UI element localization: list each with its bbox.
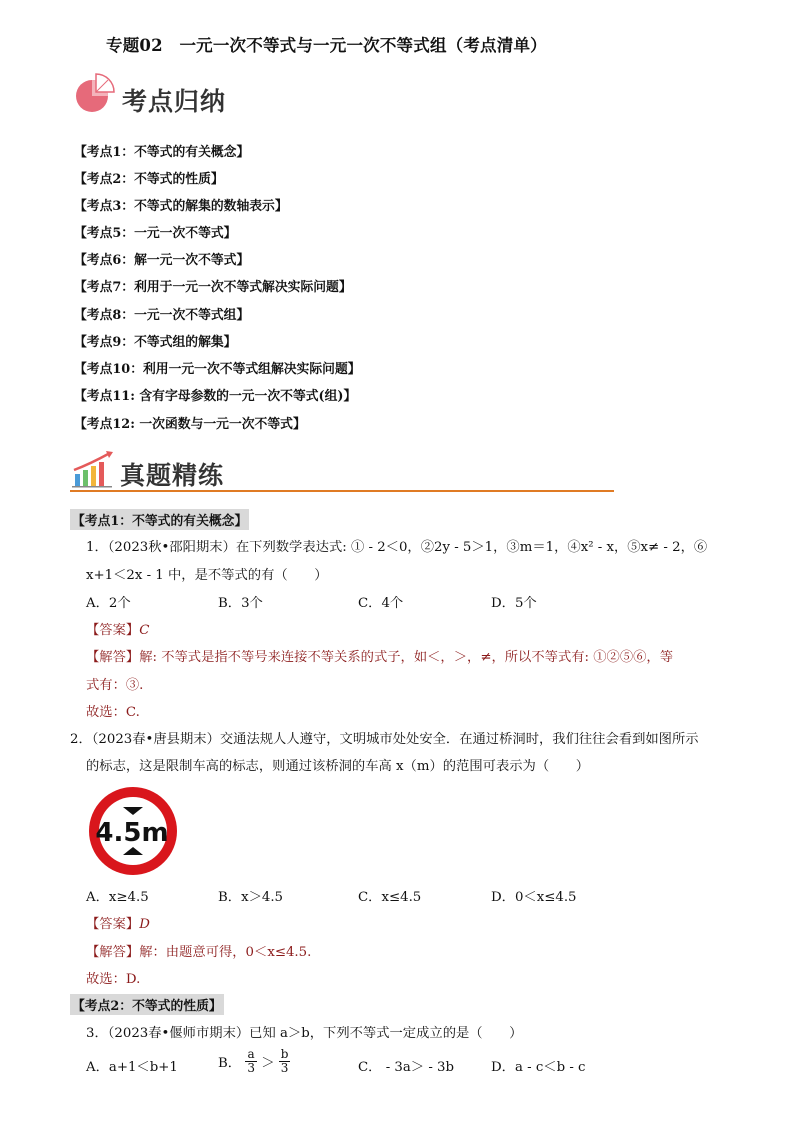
option-b bbox=[218, 1048, 290, 1075]
trend-chart-icon bbox=[72, 448, 118, 488]
kaodian-item: 【考点9：不等式组的解集】 bbox=[74, 335, 237, 350]
kaodian-item: 【考点5：一元一次不等式】 bbox=[74, 226, 237, 241]
choose-line: 故选：C. bbox=[86, 705, 140, 720]
pie-chart-icon bbox=[74, 70, 116, 116]
question-2-line1: 2．（2023春•唐县期末）交通法规人人遵守，文明城市处处安全．在通过桥洞时，我们往往会看到如图所示 bbox=[70, 732, 699, 747]
explanation-text: 解：由题意可得，0＜x≤4.5. bbox=[139, 945, 312, 960]
question-3-line1: 3．（2023春•偃师市期末）已知 a＞b，下列不等式一定成立的是（ ） bbox=[86, 1026, 523, 1041]
kaodian-item: 【考点1：不等式的有关概念】 bbox=[74, 145, 250, 160]
kaodian-item: 【考点6：解一元一次不等式】 bbox=[74, 253, 250, 268]
fraction bbox=[245, 1048, 257, 1075]
explanation-line bbox=[86, 646, 673, 665]
option-a: A．a+1＜b+1 bbox=[86, 1060, 178, 1075]
option-d: D．a - c＜b - c bbox=[491, 1060, 586, 1075]
fraction-numerator: b bbox=[280, 1047, 289, 1061]
question-1-line1: 1．（2023秋•邵阳期末）在下列数学表达式: ① - 2＜0，②2y - 5＞1，③m＝1，④x² - x，⑤x≠ - 2，⑥ bbox=[86, 540, 708, 555]
kaodian-item: 【考点2：不等式的性质】 bbox=[74, 172, 224, 187]
explanation-label: 【解答】 bbox=[86, 650, 140, 665]
answer-line bbox=[86, 913, 150, 932]
relation-sign: ＞ bbox=[261, 1056, 275, 1071]
answer-value: D bbox=[139, 917, 150, 932]
fraction-numerator: a bbox=[245, 1048, 257, 1062]
kaodian-item: 【考点8：一元一次不等式组】 bbox=[74, 308, 250, 323]
explanation-label: 【解答】 bbox=[86, 945, 140, 960]
option-d: D．0＜x≤4.5 bbox=[491, 890, 577, 905]
option-c: C．4个 bbox=[358, 596, 404, 611]
section-summary-heading: 考点归纳 bbox=[122, 87, 227, 116]
kaodian-item: 【考点11: 含有字母参数的一元一次不等式(组)】 bbox=[74, 389, 357, 404]
option-b: B．x＞4.5 bbox=[218, 890, 284, 905]
page-title: 专题02 一元一次不等式与一元一次不等式组（考点清单） bbox=[106, 36, 547, 55]
option-b: B．3个 bbox=[218, 596, 263, 611]
fraction bbox=[279, 1048, 291, 1075]
option-c: C． - 3a＞ - 3b bbox=[358, 1060, 455, 1075]
topic-tag: 【考点2：不等式的性质】 bbox=[70, 994, 224, 1015]
section-practice-heading: 真题精练 bbox=[120, 461, 225, 490]
option-c: C．x≤4.5 bbox=[358, 890, 422, 905]
sign-text: 4.5m bbox=[95, 818, 169, 848]
kaodian-item: 【考点10：利用一元一次不等式组解决实际问题】 bbox=[74, 362, 361, 377]
explanation-cont: 式有：③. bbox=[86, 678, 144, 693]
section-divider bbox=[70, 490, 614, 492]
answer-label: 【答案】 bbox=[86, 623, 140, 638]
explanation-line bbox=[86, 941, 311, 960]
option-a: A．x≥4.5 bbox=[86, 890, 149, 905]
option-a: A．2个 bbox=[86, 596, 131, 611]
fraction-denominator: 3 bbox=[247, 1061, 255, 1075]
option-b-prefix: B． bbox=[218, 1056, 242, 1071]
kaodian-item: 【考点3：不等式的解集的数轴表示】 bbox=[74, 199, 288, 214]
question-1-line2: x+1＜2x - 1 中，是不等式的有（ ） bbox=[86, 568, 328, 583]
answer-label: 【答案】 bbox=[86, 917, 140, 932]
kaodian-item: 【考点7：利用于一元一次不等式解决实际问题】 bbox=[74, 280, 352, 295]
kaodian-item: 【考点12: 一次函数与一元一次不等式】 bbox=[74, 417, 306, 432]
option-d: D．5个 bbox=[491, 596, 537, 611]
fraction-denominator: 3 bbox=[280, 1061, 289, 1075]
explanation-text: 解: 不等式是指不等号来连接不等关系的式子，如＜，＞，≠，所以不等式有: ①②⑤⑥，等 bbox=[139, 650, 674, 665]
question-2-line2: 的标志，这是限制车高的标志，则通过该桥洞的车高 x（m）的范围可表示为（ ） bbox=[86, 759, 590, 774]
choose-line: 故选：D. bbox=[86, 972, 141, 987]
answer-line bbox=[86, 619, 149, 638]
answer-value: C bbox=[139, 623, 150, 638]
height-limit-sign bbox=[87, 785, 179, 877]
topic-tag: 【考点1：不等式的有关概念】 bbox=[70, 509, 249, 530]
